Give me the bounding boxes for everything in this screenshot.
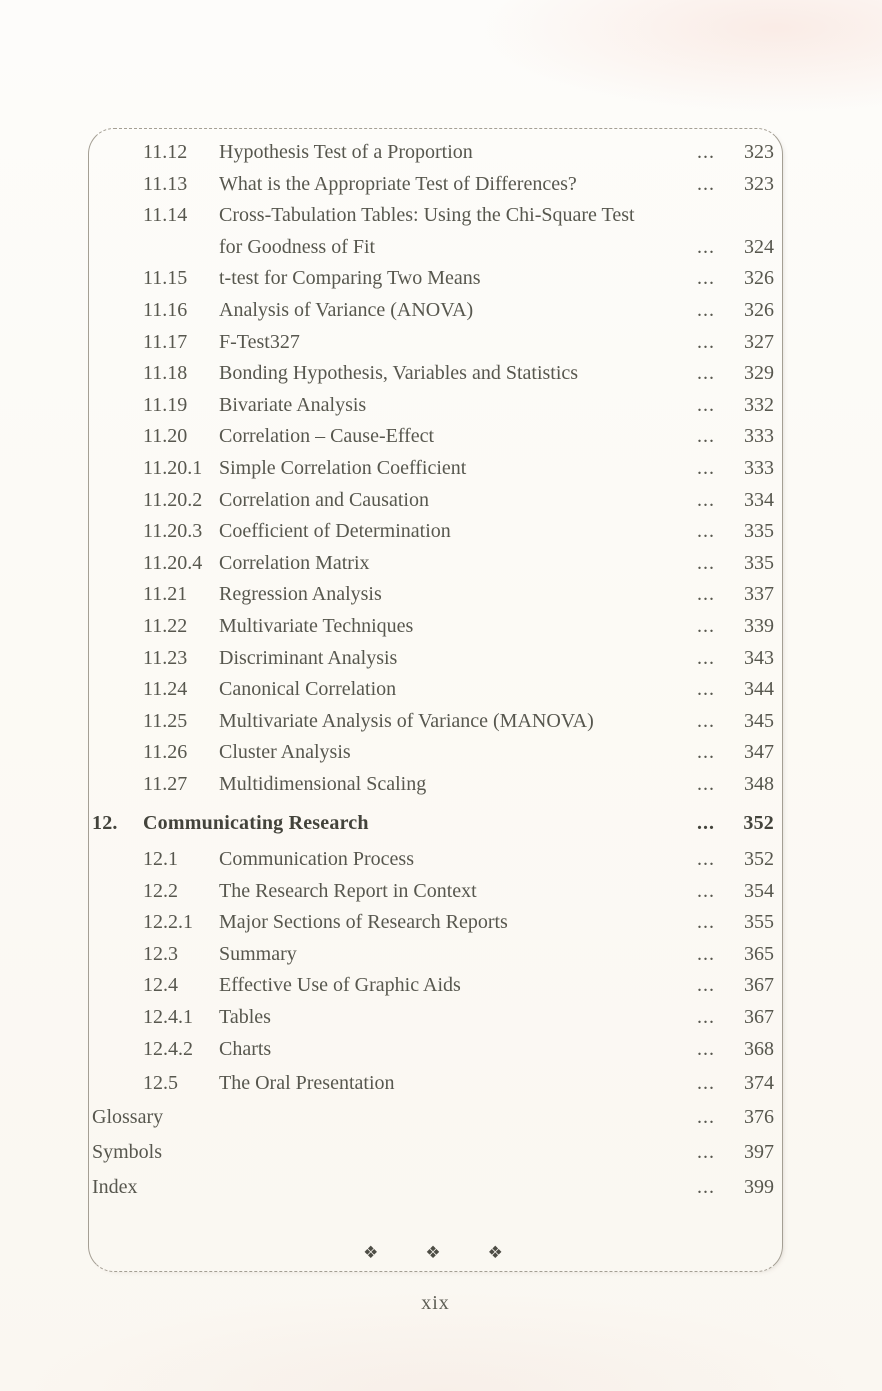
toc-entry-number: 12.4 xyxy=(143,974,178,997)
toc-entry-body xyxy=(92,1170,774,1205)
dot-leader: ... xyxy=(697,646,715,669)
toc-entry-title: Bonding Hypothesis, Variables and Statistics xyxy=(219,362,579,385)
dot-leader: ... xyxy=(697,425,715,448)
toc-entry-line xyxy=(219,200,774,232)
toc-entry-number: 11.23 xyxy=(143,646,188,669)
dot-leader: ... xyxy=(697,235,715,258)
dot-leader: ... xyxy=(697,362,715,385)
toc-entry-number: 11.21 xyxy=(143,583,188,606)
toc-entry-line xyxy=(219,769,774,801)
toc-entry-body xyxy=(219,516,774,548)
toc-entry-page: 335 xyxy=(744,551,774,574)
toc-row xyxy=(92,674,774,706)
toc-entry-page: 367 xyxy=(744,1006,774,1029)
toc-entry-page: 326 xyxy=(744,298,774,321)
toc-entry-page: 368 xyxy=(744,1037,774,1060)
toc-entry-number: 12. xyxy=(92,812,118,835)
toc-entry-line xyxy=(219,844,774,876)
toc-entry-line xyxy=(219,970,774,1002)
toc-entry-body xyxy=(219,769,774,801)
toc-entry-body xyxy=(219,737,774,769)
toc-entry-title: Communication Process xyxy=(219,848,414,871)
toc-entry-line xyxy=(219,516,774,548)
toc-entry-line xyxy=(219,737,774,769)
toc-entry-title: Charts xyxy=(219,1037,272,1060)
toc-entry-number: 11.20.4 xyxy=(143,551,203,574)
toc-entry-page: 374 xyxy=(744,1072,774,1095)
toc-entry-page: 339 xyxy=(744,614,774,637)
toc-entry-page: 344 xyxy=(744,678,774,701)
toc-row xyxy=(92,327,774,359)
toc-entry-title: F-Test327 xyxy=(219,330,300,353)
toc-entry-body xyxy=(219,358,774,390)
toc-entry-line xyxy=(219,548,774,580)
toc-entry-body xyxy=(219,1034,774,1066)
toc-entry-body xyxy=(219,263,774,295)
toc-entry-page: 324 xyxy=(744,235,774,258)
toc-entry-title: Hypothesis Test of a Proportion xyxy=(219,141,473,163)
dot-leader: ... xyxy=(697,741,715,764)
toc-entry-line xyxy=(219,1002,774,1034)
toc-entry-line xyxy=(219,358,774,390)
toc-frame xyxy=(88,128,783,1272)
dot-leader: ... xyxy=(697,1037,715,1060)
toc-entry-page: 332 xyxy=(744,393,774,416)
toc-row xyxy=(92,1002,774,1034)
toc-entry-title: Discriminant Analysis xyxy=(219,646,398,669)
toc-row xyxy=(92,769,774,801)
toc-entry-number: 11.17 xyxy=(143,330,188,353)
toc-entry-title: Bivariate Analysis xyxy=(219,393,367,416)
diamond-ornament-icon: ❖ xyxy=(363,1242,379,1263)
toc-entry-line xyxy=(92,1170,774,1205)
toc-row xyxy=(92,548,774,580)
toc-entry-title: Correlation – Cause-Effect xyxy=(219,425,435,448)
dot-leader: ... xyxy=(697,393,715,416)
toc-entry-body xyxy=(219,485,774,517)
toc-entry-body xyxy=(219,200,774,263)
dot-leader: ... xyxy=(697,1105,715,1128)
ornament-row xyxy=(92,1243,774,1263)
toc-entry-page: 348 xyxy=(744,772,774,795)
toc-entry-body xyxy=(219,970,774,1002)
toc-entry-number: 12.5 xyxy=(143,1072,178,1095)
toc-entry-title: Simple Correlation Coefficient xyxy=(219,456,467,479)
toc-entry-number: 12.4.1 xyxy=(143,1006,193,1029)
toc-entry-title: The Oral Presentation xyxy=(219,1072,395,1095)
toc-entry-page: 352 xyxy=(743,812,774,835)
toc-entry-number: 12.4.2 xyxy=(143,1037,193,1060)
toc-entry-title: What is the Appropriate Test of Differences? xyxy=(219,172,577,195)
toc-row xyxy=(92,737,774,769)
toc-entry-line xyxy=(219,643,774,675)
toc-entry-title: Multivariate Techniques xyxy=(219,614,414,637)
toc-row xyxy=(92,516,774,548)
toc-entry-number: 11.14 xyxy=(143,204,188,227)
toc-entry-body xyxy=(219,706,774,738)
toc-entry-page: 323 xyxy=(744,141,774,163)
toc-entry-title: Major Sections of Research Reports xyxy=(219,911,508,934)
dot-leader: ... xyxy=(697,812,715,835)
toc-row xyxy=(92,200,774,263)
dot-leader: ... xyxy=(697,1140,715,1163)
toc-entry-body xyxy=(219,876,774,908)
toc-entry-line xyxy=(143,808,774,840)
toc-entry-title: for Goodness of Fit xyxy=(219,235,376,258)
toc-entry-body xyxy=(219,643,774,675)
dot-leader: ... xyxy=(697,848,715,871)
toc-row xyxy=(92,295,774,327)
toc-entry-title: Multivariate Analysis of Variance (MANOVA) xyxy=(219,709,594,732)
toc-row xyxy=(92,970,774,1002)
dot-leader: ... xyxy=(697,911,715,934)
toc-entry-page: 355 xyxy=(744,911,774,934)
toc-entry-line xyxy=(219,137,774,169)
toc-entry-line xyxy=(219,907,774,939)
toc-entry-page: 323 xyxy=(744,172,774,195)
toc-entry-number: 11.22 xyxy=(143,614,188,637)
toc-row xyxy=(92,643,774,675)
toc-entry-body xyxy=(219,674,774,706)
toc-entry-body xyxy=(219,1002,774,1034)
toc-entry-page: 334 xyxy=(744,488,774,511)
toc-entry-line xyxy=(219,706,774,738)
toc-entry-title: Cluster Analysis xyxy=(219,741,351,764)
toc-entry-line xyxy=(219,1034,774,1066)
toc-entry-number: 11.12 xyxy=(143,141,188,163)
toc-entry-number: 11.13 xyxy=(143,172,188,195)
toc-row xyxy=(92,485,774,517)
toc-entry-title: Tables xyxy=(219,1006,271,1029)
toc-entry-number: 11.20.3 xyxy=(143,520,203,543)
toc-entry-page: 399 xyxy=(744,1175,774,1198)
dot-leader: ... xyxy=(697,614,715,637)
toc-entry-title: Symbols xyxy=(92,1140,163,1163)
toc-entry-body xyxy=(219,548,774,580)
toc-entry-line xyxy=(219,169,774,201)
toc-entry-body xyxy=(219,390,774,422)
toc-row xyxy=(92,390,774,422)
toc-entry-title: Cross-Tabulation Tables: Using the Chi-Square Test xyxy=(219,204,635,227)
toc-row xyxy=(92,453,774,485)
dot-leader: ... xyxy=(697,583,715,606)
dot-leader: ... xyxy=(697,488,715,511)
toc-row xyxy=(92,876,774,908)
diamond-ornament-icon: ❖ xyxy=(487,1242,503,1263)
toc-entry-line xyxy=(219,263,774,295)
toc-entry-number: 11.27 xyxy=(143,772,188,795)
toc-entry-line xyxy=(219,453,774,485)
toc-entry-line xyxy=(219,674,774,706)
toc-entry-page: 335 xyxy=(744,520,774,543)
diamond-ornament-icon: ❖ xyxy=(425,1242,441,1263)
toc-entry-body xyxy=(143,808,774,840)
toc-entry-number: 12.1 xyxy=(143,848,178,871)
toc-entry-page: 347 xyxy=(744,741,774,764)
toc-entry-line xyxy=(219,327,774,359)
toc-entry-page: 326 xyxy=(744,267,774,290)
toc-entry-title: Canonical Correlation xyxy=(219,678,397,701)
toc-entry-number: 12.2 xyxy=(143,879,178,902)
toc-row xyxy=(92,808,774,840)
toc-entry-body xyxy=(219,844,774,876)
toc-entry-number: 11.25 xyxy=(143,709,188,732)
toc-entry-number: 11.19 xyxy=(143,393,188,416)
toc-entry-title: Correlation Matrix xyxy=(219,551,370,574)
toc-entry-page: 345 xyxy=(744,709,774,732)
toc-row xyxy=(92,1100,774,1135)
toc-entry-title: Correlation and Causation xyxy=(219,488,429,511)
toc-entry-line xyxy=(92,1100,774,1135)
toc-entry-title: Multidimensional Scaling xyxy=(219,772,427,795)
toc-entry-line xyxy=(92,1135,774,1170)
toc-row xyxy=(92,907,774,939)
toc-entry-body xyxy=(219,421,774,453)
toc-row xyxy=(92,939,774,971)
toc-entry-line xyxy=(219,939,774,971)
dot-leader: ... xyxy=(697,1006,715,1029)
toc-entry-title: Coefficient of Determination xyxy=(219,520,451,543)
toc-entry-line xyxy=(219,485,774,517)
toc-entry-title: Effective Use of Graphic Aids xyxy=(219,974,461,997)
toc-row xyxy=(92,263,774,295)
toc-entry-page: 397 xyxy=(744,1140,774,1163)
toc-entry-title: The Research Report in Context xyxy=(219,879,477,902)
toc-entry-page: 376 xyxy=(744,1105,774,1128)
toc-entry-body xyxy=(219,453,774,485)
dot-leader: ... xyxy=(697,551,715,574)
toc-entry-page: 352 xyxy=(744,848,774,871)
dot-leader: ... xyxy=(697,772,715,795)
toc-entry-title: Glossary xyxy=(92,1105,164,1128)
toc-entry-number: 12.2.1 xyxy=(143,911,193,934)
toc-entry-number: 11.18 xyxy=(143,362,188,385)
toc-entry-page: 365 xyxy=(744,942,774,965)
dot-leader: ... xyxy=(697,330,715,353)
toc-entry-line xyxy=(219,1068,774,1100)
toc-row xyxy=(92,137,774,169)
toc-row xyxy=(92,421,774,453)
toc-entry-body xyxy=(219,579,774,611)
toc-entry-number: 11.26 xyxy=(143,741,188,764)
dot-leader: ... xyxy=(697,678,715,701)
toc-entry-title: Summary xyxy=(219,942,297,965)
toc-entry-page: 329 xyxy=(744,362,774,385)
toc-row xyxy=(92,844,774,876)
dot-leader: ... xyxy=(697,879,715,902)
toc-entry-line xyxy=(219,390,774,422)
dot-leader: ... xyxy=(697,942,715,965)
toc-entry-body xyxy=(219,327,774,359)
toc-entry-page: 333 xyxy=(744,425,774,448)
dot-leader: ... xyxy=(697,141,715,163)
toc-entry-number: 11.24 xyxy=(143,678,188,701)
toc-entry-line xyxy=(219,876,774,908)
toc-entry-body xyxy=(219,907,774,939)
dot-leader: ... xyxy=(697,267,715,290)
toc-entry-page: 337 xyxy=(744,583,774,606)
toc-entry-title: t-test for Comparing Two Means xyxy=(219,267,481,290)
toc-row xyxy=(92,1034,774,1066)
toc-row xyxy=(92,358,774,390)
toc-entry-body xyxy=(219,137,774,169)
toc-entry-line xyxy=(219,232,774,264)
dot-leader: ... xyxy=(697,1072,715,1095)
toc-entry-page: 327 xyxy=(744,330,774,353)
toc-entry-title: Analysis of Variance (ANOVA) xyxy=(219,298,474,321)
toc-entry-title: Communicating Research xyxy=(143,812,369,835)
toc-entry-list xyxy=(92,137,774,1205)
toc-row xyxy=(92,611,774,643)
toc-entry-title: Index xyxy=(92,1175,138,1198)
toc-entry-line xyxy=(219,579,774,611)
toc-entry-number: 11.16 xyxy=(143,298,188,321)
toc-entry-number: 11.20.1 xyxy=(143,456,203,479)
toc-entry-body xyxy=(92,1100,774,1135)
dot-leader: ... xyxy=(697,709,715,732)
folio-page-number: xix xyxy=(421,1292,450,1314)
toc-entry-page: 354 xyxy=(744,879,774,902)
toc-entry-body xyxy=(219,1068,774,1100)
toc-entry-page: 367 xyxy=(744,974,774,997)
toc-entry-body xyxy=(92,1135,774,1170)
toc-row xyxy=(92,706,774,738)
toc-row xyxy=(92,579,774,611)
toc-entry-page: 333 xyxy=(744,456,774,479)
toc-entry-line xyxy=(219,295,774,327)
dot-leader: ... xyxy=(697,172,715,195)
toc-row xyxy=(92,1068,774,1100)
dot-leader: ... xyxy=(697,520,715,543)
toc-entry-line xyxy=(219,611,774,643)
dot-leader: ... xyxy=(697,298,715,321)
toc-entry-number: 12.3 xyxy=(143,942,178,965)
toc-entry-number: 11.15 xyxy=(143,267,188,290)
toc-entry-body xyxy=(219,295,774,327)
toc-entry-line xyxy=(219,421,774,453)
toc-row xyxy=(92,1170,774,1205)
toc-row xyxy=(92,169,774,201)
toc-entry-number: 11.20.2 xyxy=(143,488,203,511)
toc-entry-body xyxy=(219,169,774,201)
toc-row xyxy=(92,1135,774,1170)
toc-entry-page: 343 xyxy=(744,646,774,669)
toc-entry-title: Regression Analysis xyxy=(219,583,382,606)
dot-leader: ... xyxy=(697,974,715,997)
toc-entry-body xyxy=(219,611,774,643)
dot-leader: ... xyxy=(697,1175,715,1198)
toc-entry-body xyxy=(219,939,774,971)
toc-entry-number: 11.20 xyxy=(143,425,188,448)
dot-leader: ... xyxy=(697,456,715,479)
